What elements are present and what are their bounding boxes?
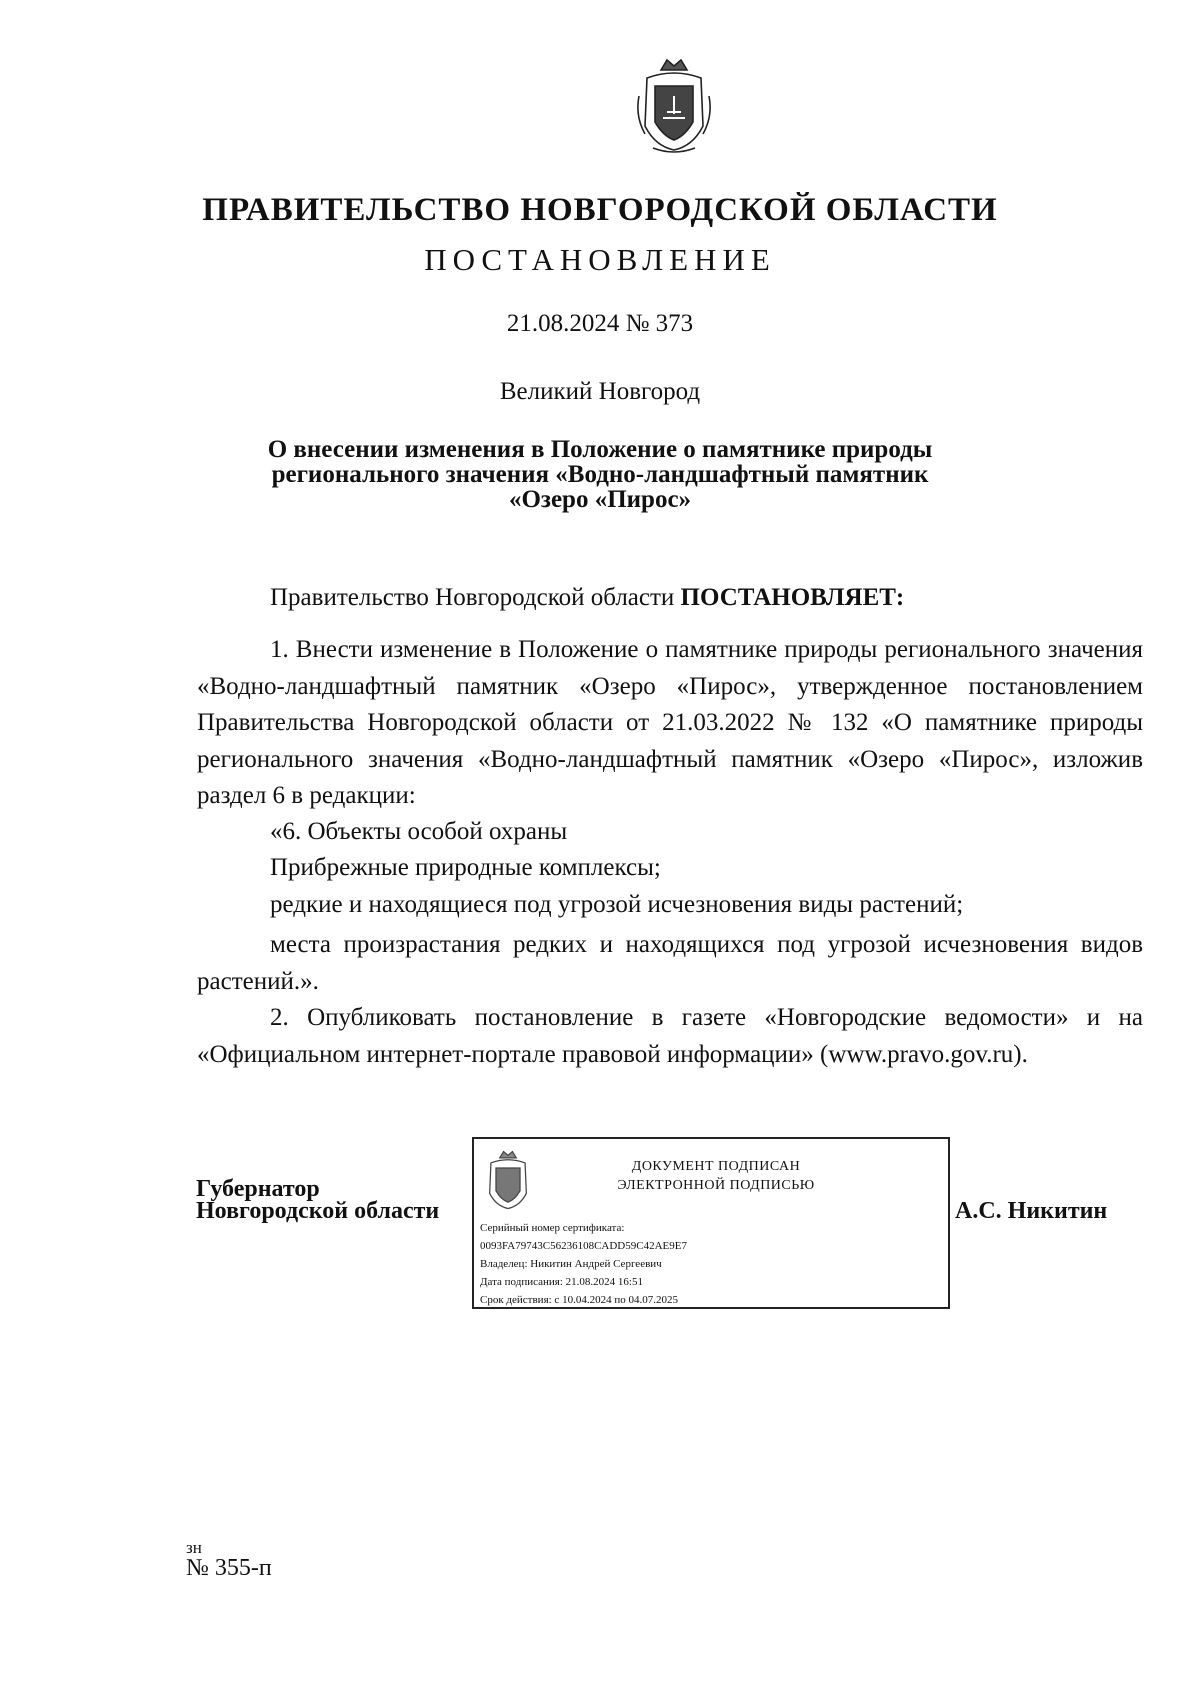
signatory-title [196,1178,439,1222]
quote-line: места произрастания редких и находящихся под угрозой исчезновения видов растений.». [197,931,1143,995]
preamble-text: Правительство Новгородской области [270,584,681,611]
stamp-heading [546,1157,886,1195]
quote-line: редкие и находящиеся под угрозой исчезновения виды растений; [270,891,964,918]
preamble [270,584,904,612]
footer-number: № 355-п [186,1555,272,1581]
item-2: 2. Опубликовать постановление в газете «Новгородские ведомости» и на «Официальном интернет-портале правовой информации» (www.pravo.gov.ru). [197,1004,1143,1068]
item-1: 1. Внести изменение в Положение о памятнике природы регионального значения «Водно-ландшафтный памятник «Озеро «Пирос», утвержденное постановлением Правительства Новгородской области от 21.03.2022 № 132 «О памятнике природы регионального значения «Водно-ландшафтный памятник «Озеро «Пирос», изложив раздел 6 в редакции: [197,636,1143,809]
preamble-bold: ПОСТАНОВЛЯЕТ: [680,584,905,611]
quote-line: Прибрежные природные комплексы; [270,854,661,881]
subject-line: «Озеро «Пирос» [508,486,692,513]
stamp-serial-label: Серийный номер сертификата: [480,1222,625,1234]
coat-of-arms-icon [482,1149,534,1211]
city: Великий Новгород [499,378,701,405]
stamp-validity: Срок действия: с 10.04.2024 по 04.07.2025 [480,1294,678,1306]
coat-of-arms-icon [633,56,715,154]
document-subject [0,437,1200,512]
subject-line: регионального значения «Водно-ландшафтный памятник [271,461,929,488]
quote-title: «6. Объекты особой охраны [270,818,568,845]
date-and-number: 21.08.2024 № 373 [506,310,694,337]
electronic-signature-stamp [472,1137,950,1309]
footer [186,1538,272,1581]
stamp-serial: 0093FA79743C56236108CADD59C42AE9E7 [480,1240,687,1252]
signatory-title-line: Новгородской области [196,1198,440,1224]
organization-title: ПРАВИТЕЛЬСТВО НОВГОРОДСКОЙ ОБЛАСТИ [202,192,998,228]
stamp-heading-line: ДОКУМЕНТ ПОДПИСАН [631,1159,801,1174]
stamp-owner: Владелец: Никитин Андрей Сергеевич [480,1258,662,1270]
signatory-title-line: Губернатор [196,1176,320,1202]
document-type: ПОСТАНОВЛЕНИЕ [424,242,776,277]
stamp-details [480,1219,687,1309]
footer-initials: зн [186,1538,202,1557]
subject-line: О внесении изменения в Положение о памятнике природы [267,436,933,463]
stamp-heading-line: ЭЛЕКТРОННОЙ ПОДПИСЬЮ [617,1178,815,1193]
stamp-signed-date: Дата подписания: 21.08.2024 16:51 [480,1276,643,1288]
signatory-name: А.С. Никитин [955,1198,1108,1224]
